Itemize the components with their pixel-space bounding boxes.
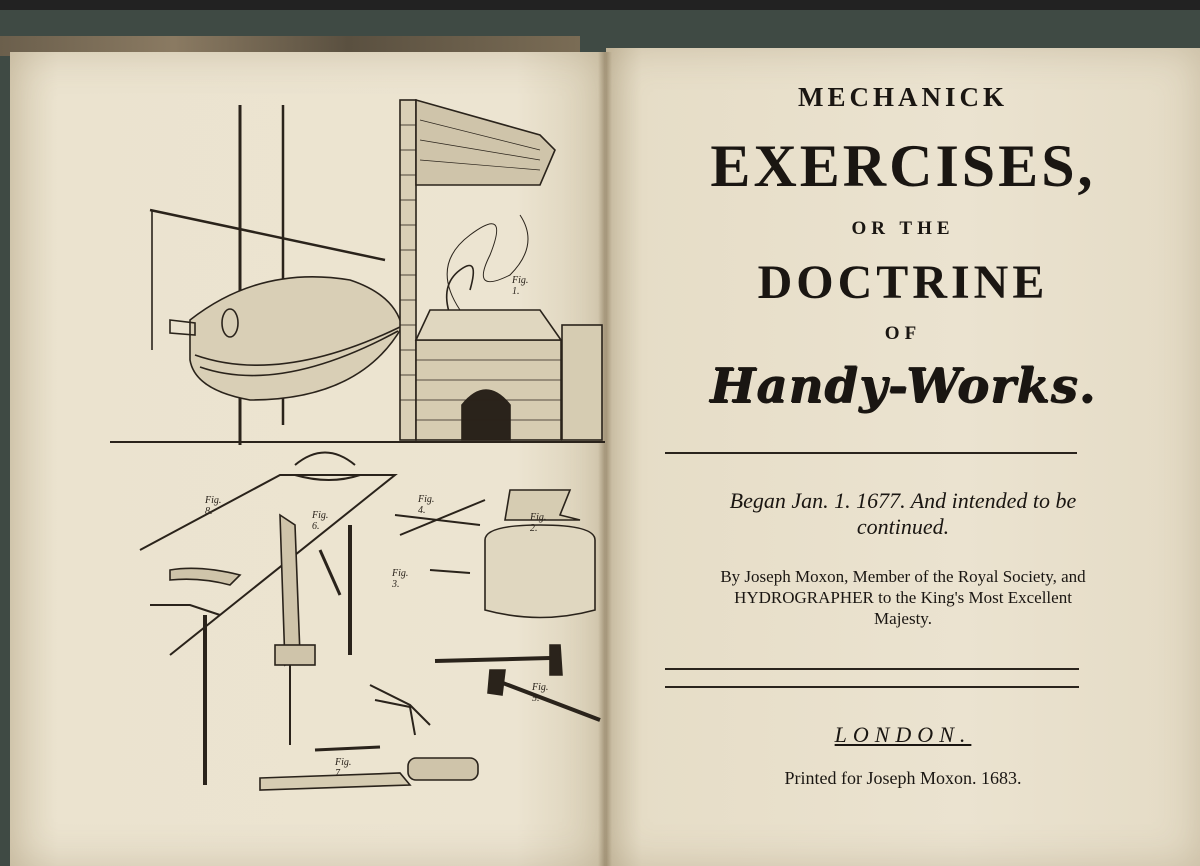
bellows-lever bbox=[150, 210, 385, 260]
chimney-column bbox=[400, 100, 416, 440]
fig4-label: Fig. 4. bbox=[418, 494, 435, 516]
anvil-block bbox=[485, 525, 595, 618]
title-line-handy-works: Handy-Works. bbox=[709, 358, 1097, 414]
fig2-label: Fig. 2. bbox=[530, 512, 547, 534]
fig3-label: Fig. 3. bbox=[392, 568, 409, 590]
imprint-place: LONDON. bbox=[834, 722, 972, 747]
compasses bbox=[395, 500, 485, 535]
title-line-of: OF bbox=[884, 323, 922, 344]
fig8-label: Fig. 8. bbox=[205, 495, 222, 517]
title-rule-double-a bbox=[665, 668, 1079, 670]
fig6-label: Fig. 6. bbox=[312, 510, 329, 532]
title-line-exercises: EXERCISES, bbox=[710, 133, 1096, 199]
publication-note: Began Jan. 1. 1677. And intended to be continued. bbox=[729, 488, 1077, 539]
top-edge bbox=[0, 0, 1200, 10]
small-pliers bbox=[370, 685, 430, 735]
fig5-label: Fig. 5. bbox=[532, 682, 549, 704]
fig7-label: Fig. 7. bbox=[335, 757, 352, 779]
bellows-body bbox=[190, 277, 402, 400]
author-credit: By Joseph Moxon, Member of the Royal Society, and HYDROGRAPHER to the King's Most Excellent Majesty. bbox=[720, 567, 1086, 628]
title-line-doctrine: DOCTRINE bbox=[757, 256, 1049, 309]
title-line-mechanick: MECHANICK bbox=[798, 82, 1008, 112]
bench-vice bbox=[280, 515, 300, 665]
imprint-line: Printed for Joseph Moxon. 1683. bbox=[784, 768, 1022, 788]
hammer-handle bbox=[435, 658, 550, 661]
water-trough bbox=[562, 325, 602, 440]
fig1-label: Fig. 1. bbox=[512, 275, 529, 297]
workbench bbox=[140, 475, 395, 655]
hand-vice bbox=[170, 568, 240, 585]
title-rule-double-b bbox=[665, 686, 1079, 688]
hearth-arch bbox=[462, 390, 510, 440]
title-rule-top bbox=[665, 452, 1077, 454]
engraved-plate bbox=[110, 95, 610, 815]
title-line-or-the: OR THE bbox=[851, 218, 955, 239]
